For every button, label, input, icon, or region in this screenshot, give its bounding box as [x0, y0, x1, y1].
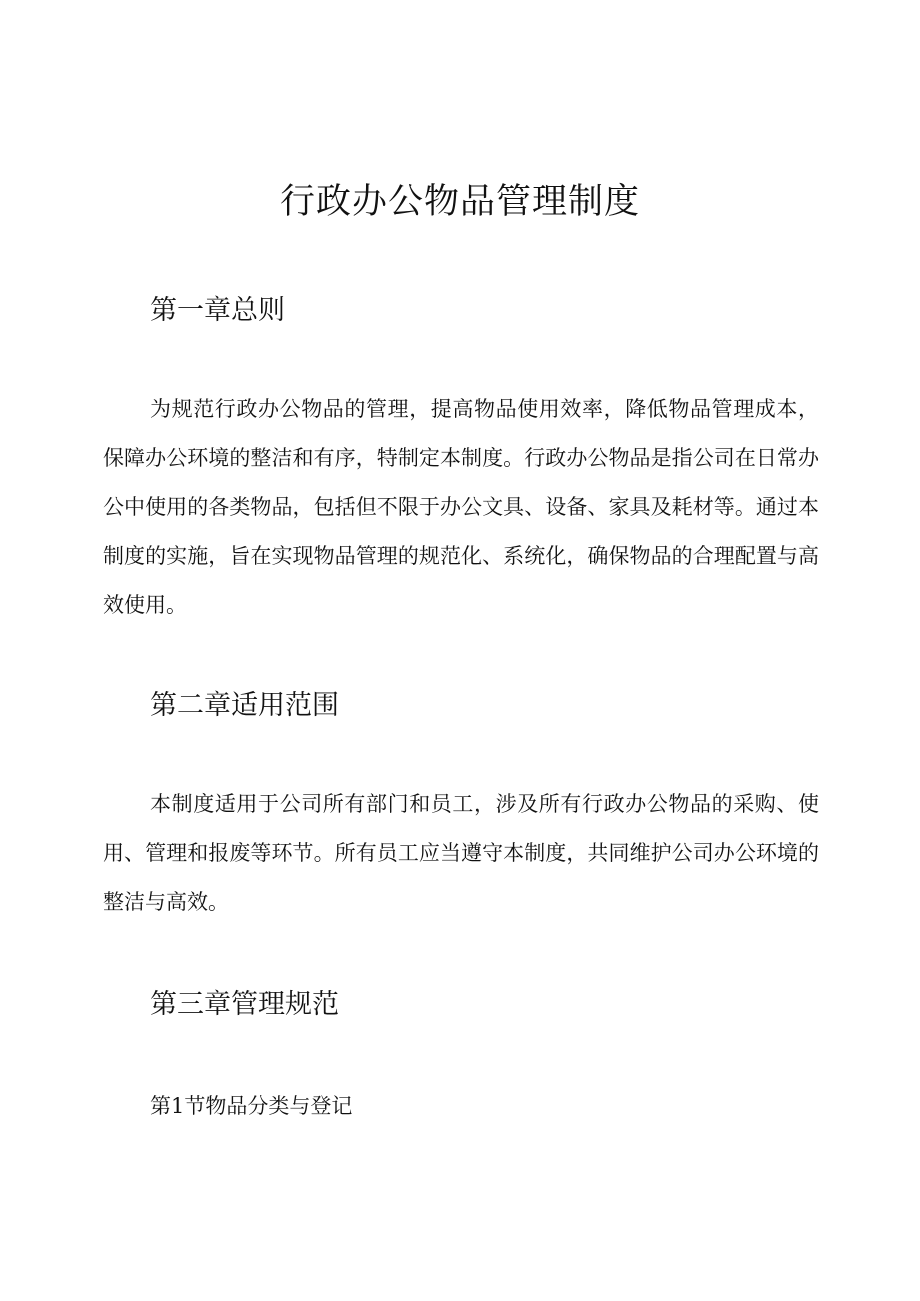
document-title: 行政办公物品管理制度 — [279, 182, 640, 222]
section-heading-classification: 第1节物品分类与登记 — [150, 1094, 353, 1118]
chapter-heading-scope: 第二章适用范围 — [150, 690, 339, 721]
chapter-heading-management: 第三章管理规范 — [150, 989, 339, 1020]
chapter-heading-general: 第一章总则 — [150, 295, 285, 326]
chapter-paragraph-general: 为规范行政办公物品的管理，提高物品使用效率，降低物品管理成本，保障办公环境的整洁和有序，特制定本制度。行政办公物品是指公司在日常办公中使用的各类物品，包括但不限于办公文具、设备、家具及耗材等。通过本制度的实施，旨在实现物品管理的规范化、系统化，确保物品的合理配置与高效使用。 — [103, 397, 819, 617]
chapter-paragraph-scope: 本制度适用于公司所有部门和员工，涉及所有行政办公物品的采购、使用、管理和报废等环节。所有员工应当遵守本制度，共同维护公司办公环境的整洁与高效。 — [103, 792, 819, 914]
